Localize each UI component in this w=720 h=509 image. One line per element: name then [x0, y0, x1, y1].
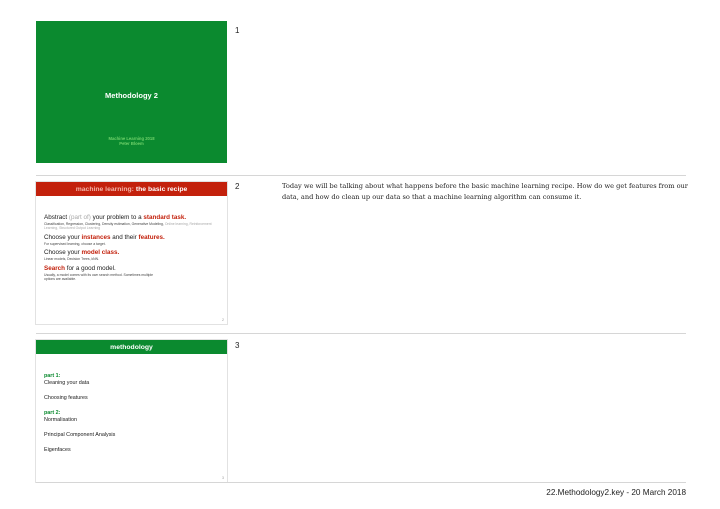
- highlight: features.: [138, 233, 165, 241]
- highlight: model class.: [81, 249, 120, 257]
- slide-2-thumbnail[interactable]: [36, 182, 227, 324]
- slide-3-thumbnail[interactable]: [36, 340, 227, 482]
- highlight: Search: [44, 264, 66, 272]
- part-2-heading: part 2:: [44, 410, 61, 416]
- document-footer: 22.Methodology2.key - 20 March 2018: [546, 488, 686, 497]
- slide-2-header: [36, 182, 227, 196]
- slide-number-1: 1: [235, 26, 240, 35]
- topic-item: Eigenfaces: [44, 447, 71, 453]
- topic-item: Cleaning your data: [44, 380, 90, 386]
- recipe-step-search: [44, 265, 219, 282]
- slide-3-footer-number: 3: [222, 476, 224, 480]
- detail-text: Classification, Regression, Clustering, Density estimation, Generative Modeling,: [44, 222, 164, 226]
- text: your problem to a: [92, 214, 142, 221]
- slide-number-3: 3: [235, 341, 240, 350]
- text: and their: [112, 233, 137, 241]
- recipe-step-instances: [44, 234, 219, 246]
- text: Abstract: [44, 214, 68, 221]
- text: for a good model.: [66, 264, 116, 272]
- page-divider: [36, 333, 686, 334]
- detail-muted: Online learning, Reinforcement Learning, Structured Output Learning: [44, 222, 212, 231]
- detail: For supervised learning, choose a target.: [44, 241, 106, 246]
- text: Choose your: [44, 233, 80, 241]
- page-divider: [36, 482, 686, 483]
- slide-2-footer-number: 2: [222, 318, 224, 322]
- slide-1-subtitle: [36, 136, 227, 147]
- detail: [44, 222, 219, 231]
- slide-2-header-main: the basic recipe: [135, 185, 188, 193]
- topic-item: Principal Component Analysis: [44, 432, 116, 438]
- highlight: instances: [81, 233, 111, 241]
- slide-1-thumbnail[interactable]: [36, 21, 227, 163]
- detail: Usually, a model comes with its own search method. Sometimes multiple options are available.: [44, 272, 154, 282]
- recipe-step-abstract: [44, 214, 219, 231]
- text-muted: (part of): [68, 214, 91, 221]
- part-1-heading: part 1:: [44, 373, 61, 379]
- slide-3-header: methodology: [36, 340, 227, 354]
- slide-1-course: Machine Learning 2018: [108, 136, 155, 141]
- topic-item: Choosing features: [44, 395, 88, 401]
- slide-2-header-prefix: machine learning:: [75, 185, 134, 193]
- slide-1-author: Peter Bloem: [119, 141, 144, 147]
- slide-1-title: Methodology 2: [105, 91, 158, 100]
- detail: Linear models, Decision Trees, kNN.: [44, 257, 100, 262]
- text: Choose your: [44, 249, 80, 257]
- slide-2-notes: Today we will be talking about what happens before the basic machine learning recipe. How do we get features from our data, and how do clean up our data so that a machine learning algorithm can consume it.: [282, 182, 688, 201]
- highlight: standard task.: [143, 214, 187, 221]
- page-divider: [36, 175, 686, 176]
- slide-number-2: 2: [235, 182, 240, 191]
- topic-item: Normalisation: [44, 417, 77, 423]
- recipe-step-model: [44, 249, 219, 261]
